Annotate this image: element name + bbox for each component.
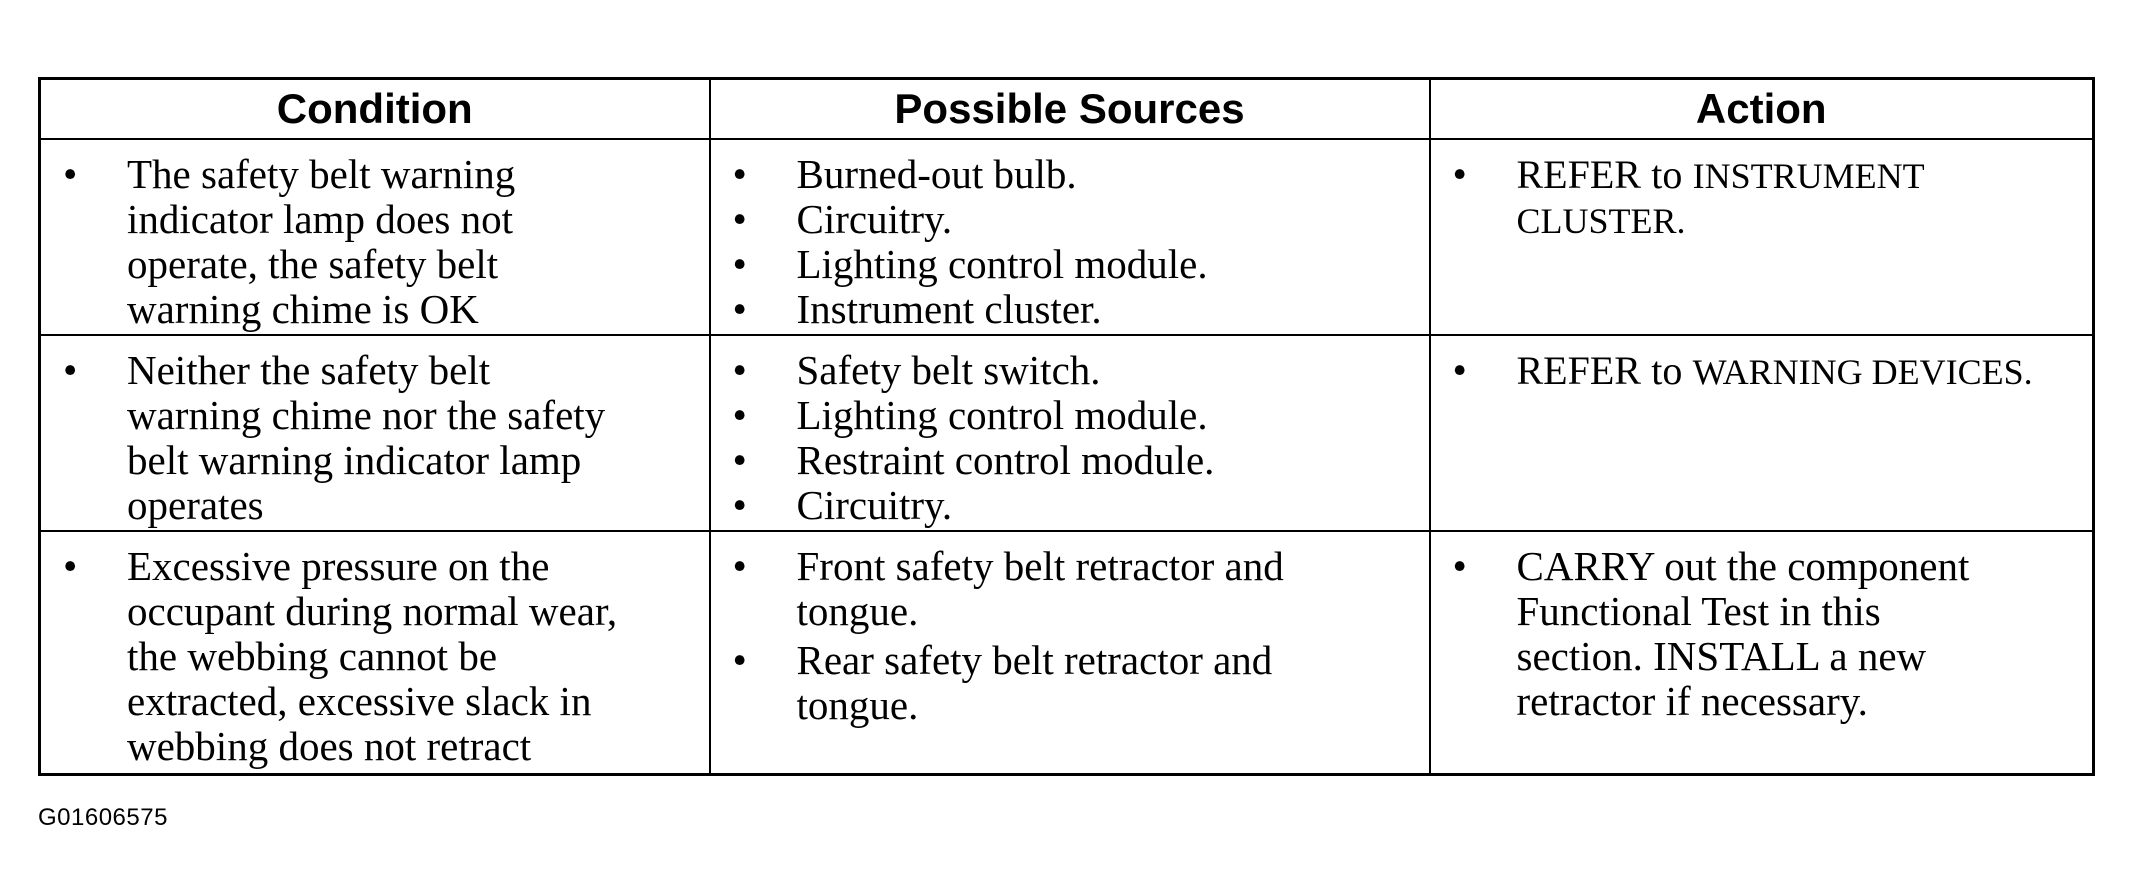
condition-cell: [40, 139, 710, 335]
condition-text-line: operate, the safety belt: [127, 240, 499, 287]
table-row: [40, 531, 2094, 775]
source-item: • Safety belt switch.: [733, 348, 1419, 393]
action-reference-continued: CLUSTER.: [1516, 200, 1686, 241]
action-connector: to: [1651, 347, 1683, 393]
condition-text-line: • Excessive pressure on the: [127, 542, 550, 589]
action-reference: INSTRUMENT: [1692, 155, 1925, 196]
action-item: [1453, 348, 2083, 395]
header-condition: Condition: [40, 79, 710, 139]
sources-list: [733, 152, 1419, 332]
source-item: • Instrument cluster.: [733, 287, 1419, 332]
header-action: Action: [1430, 79, 2094, 139]
condition-text-line: warning chime nor the safety: [127, 391, 606, 438]
source-item: • Circuitry.: [733, 483, 1419, 528]
sources-cell: [710, 335, 1430, 531]
action-connector: to: [1651, 151, 1683, 197]
action-item: [1453, 544, 2083, 724]
source-item: [733, 544, 1419, 634]
condition-list: [63, 152, 699, 332]
condition-text-line: • The safety belt warning: [127, 150, 516, 197]
condition-list: [63, 544, 699, 769]
condition-item: [63, 348, 699, 528]
figure-code: G01606575: [38, 804, 168, 831]
action-text-line: section. INSTALL a new: [1516, 632, 1927, 679]
condition-cell: [40, 335, 710, 531]
action-cell: [1430, 335, 2094, 531]
condition-text-line: indicator lamp does not: [127, 195, 513, 242]
action-text-line: Functional Test in this: [1516, 587, 1881, 634]
action-text-line: [1517, 348, 2083, 395]
action-item: [1453, 152, 2083, 244]
action-cell: [1430, 531, 2094, 775]
table-row: [40, 335, 2094, 531]
condition-text-line: the webbing cannot be: [127, 632, 498, 679]
sources-list: [733, 544, 1419, 728]
action-text-line: [1517, 152, 2083, 199]
source-text-line: • Front safety belt retractor and: [796, 542, 1284, 589]
source-item: • Burned-out bulb.: [733, 152, 1419, 197]
condition-text-line: webbing does not retract: [127, 722, 532, 769]
action-verb: REFER: [1516, 347, 1641, 393]
sources-cell: [710, 139, 1430, 335]
condition-text-line: warning chime is OK: [127, 285, 479, 332]
source-item: • Restraint control module.: [733, 438, 1419, 483]
action-list: [1453, 544, 2083, 724]
action-list: [1453, 348, 2083, 395]
condition-text-line: operates: [127, 481, 264, 528]
action-text-line: retractor if necessary.: [1516, 677, 1868, 724]
source-text-line: • Rear safety belt retractor and: [796, 636, 1273, 683]
action-text-line: • CARRY out the component: [1516, 542, 1970, 589]
action-list: [1453, 152, 2083, 244]
header-row: [40, 79, 2094, 139]
condition-text-line: extracted, excessive slack in: [127, 677, 592, 724]
condition-text-line: • Neither the safety belt: [127, 346, 491, 393]
condition-cell: [40, 531, 710, 775]
source-item: • Circuitry.: [733, 197, 1419, 242]
diagnosis-table: [38, 77, 2095, 776]
sources-cell: [710, 531, 1430, 775]
action-reference: WARNING DEVICES.: [1692, 351, 2033, 392]
condition-item: [63, 544, 699, 769]
condition-text-line: belt warning indicator lamp: [127, 436, 582, 483]
condition-item: [63, 152, 699, 332]
header-possible-sources: Possible Sources: [710, 79, 1430, 139]
source-item: • Lighting control module.: [733, 393, 1419, 438]
condition-list: [63, 348, 699, 528]
source-item: [733, 638, 1419, 728]
condition-text-line: occupant during normal wear,: [127, 587, 618, 634]
source-text-line: tongue.: [796, 681, 919, 728]
action-cell: [1430, 139, 2094, 335]
sources-list: [733, 348, 1419, 528]
source-text-line: tongue.: [796, 587, 919, 634]
table-row: [40, 139, 2094, 335]
action-verb: REFER: [1516, 151, 1641, 197]
source-item: • Lighting control module.: [733, 242, 1419, 287]
